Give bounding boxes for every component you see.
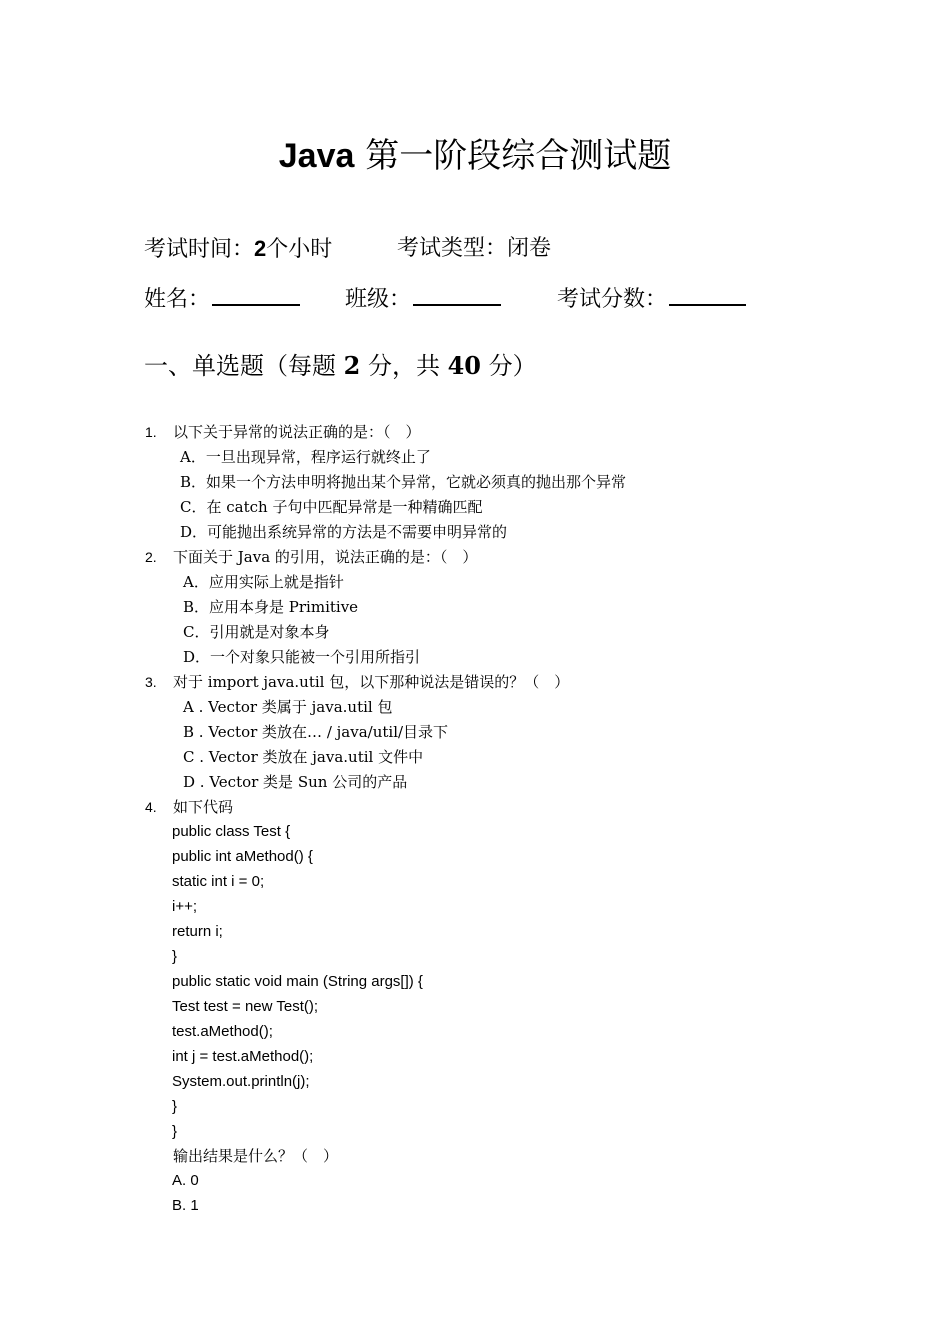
answer-option: B．应用本身是 Primitive: [183, 598, 359, 616]
exam-type-label: 考试类型：: [397, 236, 508, 261]
score-blank[interactable]: [669, 284, 746, 306]
question-number: 4.: [145, 799, 157, 815]
question-number: 2.: [145, 549, 157, 565]
question-number: 1.: [145, 424, 157, 440]
section-points-total: 40: [447, 351, 482, 380]
code-line: public int aMethod() {: [172, 848, 313, 865]
code-line: }: [172, 1098, 178, 1115]
section-points-each: 2: [343, 351, 361, 380]
answer-option: A．一旦出现异常，程序运行就终止了: [180, 448, 431, 466]
score-label: 考试分数：: [557, 287, 668, 312]
code-line: public class Test {: [172, 823, 291, 840]
exam-time: [144, 234, 332, 265]
name-label: 姓名：: [144, 287, 211, 312]
answer-option: B．如果一个方法申明将抛出某个异常，它就必须真的抛出那个异常: [180, 473, 627, 491]
code-line: test.aMethod();: [172, 1023, 273, 1040]
code-line: }: [172, 1123, 178, 1140]
page-title-java: Java: [278, 137, 355, 175]
name-field: [144, 284, 300, 315]
code-line: System.out.println(j);: [172, 1073, 310, 1090]
answer-option: B. 1: [172, 1197, 199, 1214]
section-heading-prefix: 一、单选题（每题: [144, 352, 344, 380]
code-line: public static void main (String args[]) {: [172, 973, 423, 990]
answer-option: A. 0: [172, 1172, 199, 1189]
class-label: 班级：: [345, 287, 412, 312]
exam-time-label: 考试时间：: [144, 237, 255, 262]
section-heading-suffix: 分）: [481, 352, 537, 380]
page-title-rest: 第一阶段综合测试题: [354, 136, 672, 176]
class-blank[interactable]: [413, 284, 501, 306]
answer-option: B . Vector 类放在… / java/util/目录下: [183, 723, 449, 741]
answer-option: D．一个对象只能被一个引用所指引: [183, 648, 421, 666]
score-field: [557, 284, 746, 315]
question-text: 对于 import java.util 包，以下那种说法是错误的？（ ）: [173, 673, 570, 691]
name-blank[interactable]: [212, 284, 300, 306]
answer-option: C．引用就是对象本身: [183, 623, 330, 641]
answer-option: D．可能抛出系统异常的方法是不需要申明异常的: [180, 523, 508, 541]
answer-option: C . Vector 类放在 java.util 文件中: [183, 748, 424, 766]
answer-option: A . Vector 类属于 java.util 包: [183, 698, 393, 716]
answer-option: A．应用实际上就是指针: [183, 573, 344, 591]
code-line: i++;: [172, 898, 198, 915]
page-title: [0, 134, 950, 178]
question-number: 3.: [145, 674, 157, 690]
section-heading: [144, 350, 537, 382]
exam-type: [397, 234, 551, 264]
question-text: 下面关于 Java 的引用，说法正确的是：（ ）: [173, 548, 478, 566]
exam-time-unit: 个小时: [266, 237, 333, 262]
code-line: return i;: [172, 923, 223, 940]
answer-option: C．在 catch 子句中匹配异常是一种精确匹配: [180, 498, 483, 516]
exam-time-value: 2: [254, 236, 267, 261]
code-line: int j = test.aMethod();: [172, 1048, 314, 1065]
question-text: 以下关于异常的说法正确的是：（ ）: [173, 423, 421, 441]
class-field: [345, 284, 501, 315]
answer-option: D . Vector 类是 Sun 公司的产品: [183, 773, 408, 791]
code-line: static int i = 0;: [172, 873, 265, 890]
question-prompt: 输出结果是什么？（ ）: [173, 1147, 339, 1165]
code-line: }: [172, 948, 178, 965]
code-line: Test test = new Test();: [172, 998, 319, 1015]
section-heading-mid: 分，共: [360, 352, 448, 380]
question-text: 如下代码: [173, 798, 234, 816]
exam-type-value: 闭卷: [507, 236, 552, 261]
